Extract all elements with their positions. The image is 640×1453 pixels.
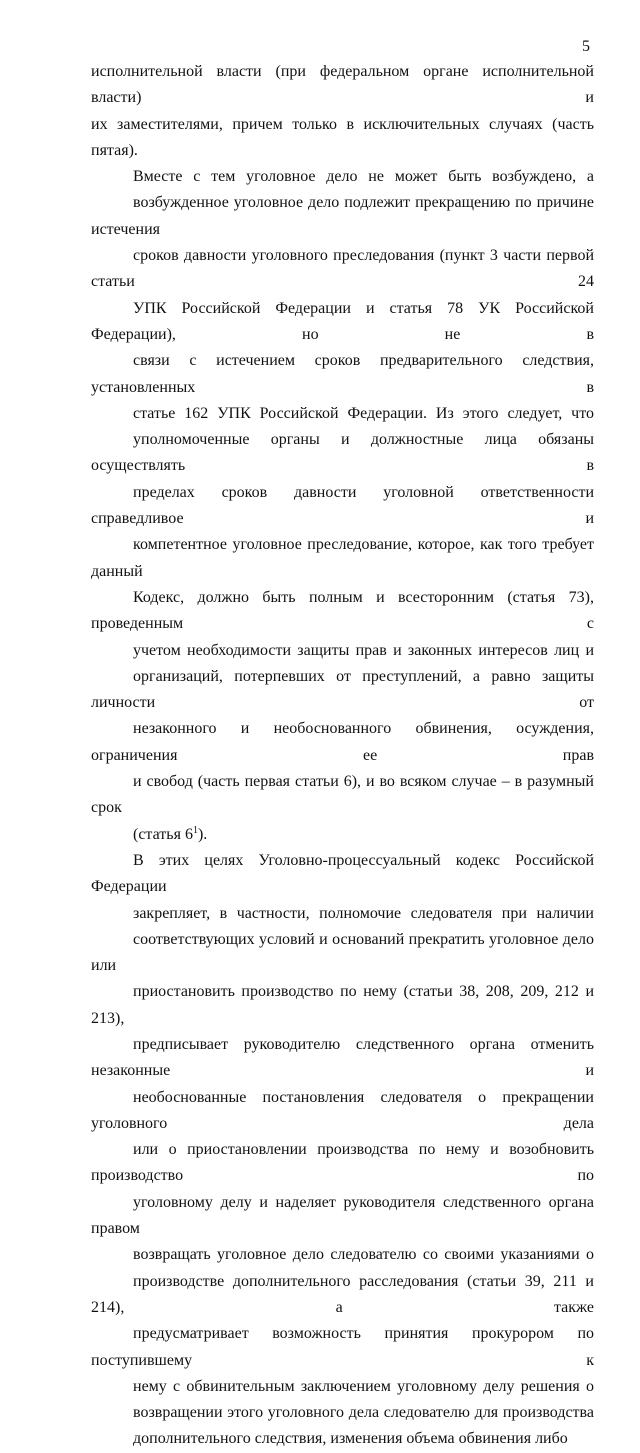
text-line: Кодекс, должно быть полным и всесторонним (статья 73), проведенным с xyxy=(91,588,594,633)
text-line: нему с обвинительным заключением уголовному делу решения о xyxy=(133,1377,594,1395)
text-line: сроков давности уголовного преследования (пункт 3 части первой статьи 24 xyxy=(91,247,594,291)
text-line: производстве дополнительного расследования (статьи 39, 211 и 214), а также xyxy=(91,1272,594,1316)
tail-text: (статья 6 xyxy=(133,825,193,843)
text-line: уполномоченные органы и должностные лица обязаны осуществлять в xyxy=(91,431,594,475)
text-line: или о приостановлении производства по нему и возобновить производство по xyxy=(91,1141,594,1185)
text-line: компетентное уголовное преследование, которое, как того требует данный xyxy=(91,536,594,580)
text-line: предписывает руководителю следственного органа отменить незаконные и xyxy=(91,1035,594,1080)
document-body xyxy=(91,59,594,1453)
tail-after: ). xyxy=(197,825,208,843)
text-line: организаций, потерпевших от преступлений, а равно защиты личности от xyxy=(91,667,594,712)
text-line: пределах сроков давности уголовной ответственности справедливое и xyxy=(91,483,594,528)
text-line: незаконного и необоснованного обвинения, осуждения, ограничения ее прав xyxy=(91,720,594,764)
superscript: 1 xyxy=(192,824,198,836)
text-line: учетом необходимости защиты прав и законных интересов лиц и xyxy=(133,641,594,659)
text-line: уголовному делу и наделяет руководителя следственного органа правом xyxy=(91,1193,594,1238)
text-line: возбужденное уголовное дело подлежит прекращению по причине истечения xyxy=(91,194,594,238)
text-line: статье 162 УПК Российской Федерации. Из этого следует, что xyxy=(133,404,594,422)
text-line: УПК Российской Федерации и статья 78 УК Российской Федерации), но не в xyxy=(91,299,594,343)
text-line xyxy=(91,822,594,848)
text-line: возвращении этого уголовного дела следователю для производства xyxy=(133,1404,594,1422)
text-line: и свобод (часть первая статьи 6), и во всяком случае – в разумный срок xyxy=(91,773,594,817)
text-line: исполнительной власти (при федеральном органе исполнительной власти) и xyxy=(91,63,594,107)
text-line: их заместителями, причем только в исключительных случаях (часть пятая). xyxy=(91,115,594,159)
text-line: соответствующих условий и оснований прекратить уголовное дело или xyxy=(91,930,594,975)
text-line: возвращать уголовное дело следователю со своими указаниями о xyxy=(133,1246,594,1264)
paragraph xyxy=(91,848,594,1453)
text-line: связи с истечением сроков предварительного следствия, установленных в xyxy=(91,352,594,396)
text-line: закрепляет, в частности, полномочие следователя при наличии xyxy=(133,904,594,922)
text-line: приостановить производство по нему (статьи 38, 208, 209, 212 и 213), xyxy=(91,983,594,1027)
text-line: Вместе с тем уголовное дело не может быть возбуждено, а xyxy=(133,168,594,186)
text-line: В этих целях Уголовно-процессуальный кодекс Российской Федерации xyxy=(91,851,594,896)
text-line: дополнительного следствия, изменения объема обвинения либо xyxy=(133,1430,568,1448)
text-line: предусматривает возможность принятия прокурором по поступившему к xyxy=(91,1325,594,1369)
page-number: 5 xyxy=(582,38,590,55)
text-line: необоснованные постановления следователя о прекращении уголовного дела xyxy=(91,1088,594,1132)
paragraph xyxy=(91,164,594,848)
paragraph xyxy=(91,59,594,164)
